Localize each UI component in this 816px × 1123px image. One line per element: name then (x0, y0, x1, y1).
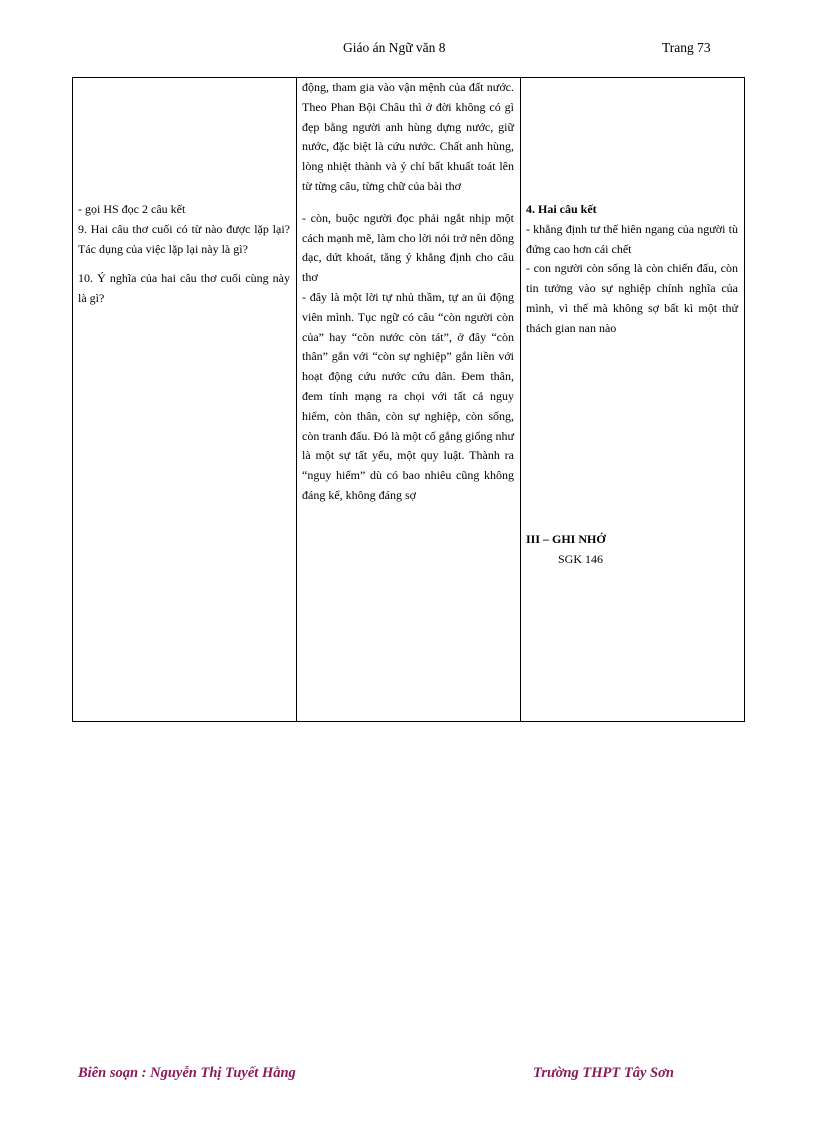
section-heading: 4. Hai câu kết (526, 202, 597, 216)
content-paragraph: - khẳng định tư thế hiên ngang của người tù đứng cao hơn cái chết (526, 221, 738, 256)
content-block (526, 200, 738, 339)
footer-school: Trường THPT Tây Sơn (533, 1065, 674, 1081)
document-title: Giáo án Ngữ văn 8 (343, 40, 446, 55)
activity-line: - gọi HS đọc 2 câu kết (78, 202, 186, 216)
footer-author: Biên soạn : Nguyễn Thị Tuyết Hằng (78, 1065, 296, 1081)
summary-reference: SGK 146 (558, 551, 604, 566)
activity-column (73, 78, 297, 721)
activity-block (78, 200, 290, 309)
summary-title: III – GHI NHỚ (526, 532, 606, 546)
lesson-table (72, 77, 745, 722)
content-paragraph: - con người còn sống là còn chiến đấu, còn tin tưởng vào sự nghiệp chính nghĩa của mình, vì thế mà không sợ bất kì một thử thách gian nan nào (526, 261, 738, 335)
page-number: Trang 73 (662, 40, 711, 55)
analysis-paragraph: động, tham gia vào vận mệnh của đất nước. Theo Phan Bội Châu thì ở đời không có gì đẹp bằng người anh hùng dựng nước, giữ nước, đặc biệt là cứu nước. Chất anh hùng, lòng nhiệt thành và ý chí bất khuất toát lên từ từng câu, từng chữ của bài thơ (302, 80, 514, 193)
question-9: 9. Hai câu thơ cuối có từ nào được lặp lại? Tác dụng của việc lặp lại này là gì? (78, 221, 290, 256)
analysis-paragraph: - còn, buộc người đọc phải ngắt nhịp một cách mạnh mẽ, làm cho lời nói trở nên dõng dạc, dứt khoát, tăng ý khẳng định cho câu thơ (302, 210, 514, 285)
analysis-paragraph: - đây là một lời tự nhủ thầm, tự an ủi động viên mình. Tục ngữ có câu “còn người còn của” hay “còn nước còn tát”, ở đây “còn thân” gắn với “còn sự nghiệp” gắn liền với hoạt động cứu nước cứu dân. Đem thân, đem tính mạng ra chọi với tất cả nguy hiểm, còn thân, còn sự nghiệp, còn sống, còn tranh đấu. Đó là một cố gắng giống như là một sự tất yếu, một quy luật. Thành ra “nguy hiểm” dù có bao nhiêu cũng không đáng kể, không đáng sợ (302, 289, 514, 502)
analysis-column (297, 78, 521, 721)
analysis-block (302, 78, 514, 506)
summary-block (526, 530, 738, 570)
question-10: 10. Ý nghĩa của hai câu thơ cuối cùng này là gì? (78, 271, 290, 306)
content-column (521, 78, 744, 721)
